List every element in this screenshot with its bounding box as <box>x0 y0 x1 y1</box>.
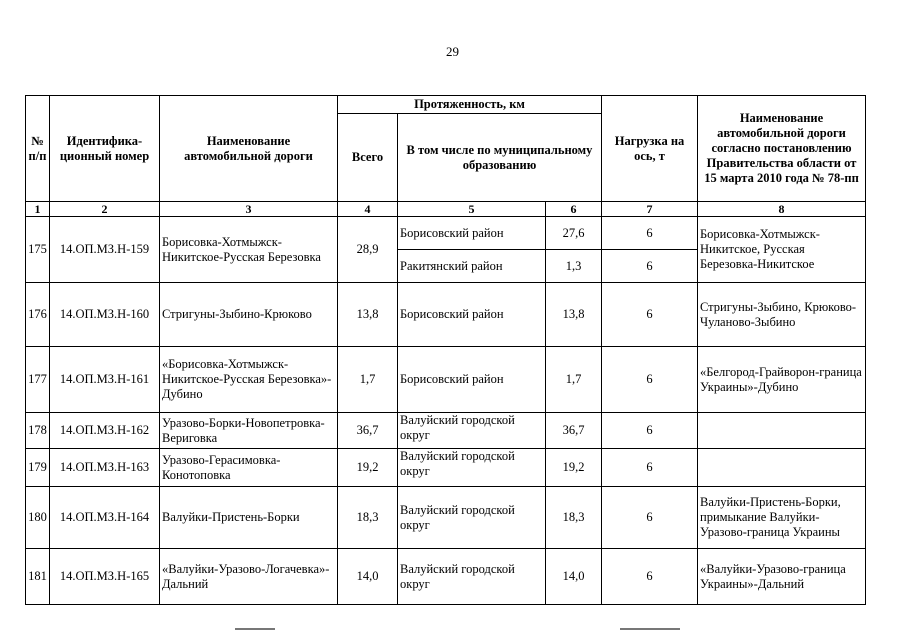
row-municipality: Валуйский городской округ <box>398 413 546 449</box>
table-row <box>26 487 866 549</box>
row-municipality: Ракитянский район <box>398 250 546 283</box>
row-total: 19,2 <box>338 449 398 487</box>
row-total: 18,3 <box>338 487 398 549</box>
row-municipality: Борисовский район <box>398 347 546 413</box>
header-total: Всего <box>338 114 398 202</box>
row-name: «Борисовка-Хотмыжск-Никитское-Русская Березовка»-Дубино <box>160 347 338 413</box>
row-no: 181 <box>26 549 50 605</box>
row-decree-name: Валуйки-Пристень-Борки, примыкание Валуйки-Уразово-граница Украины <box>698 487 866 549</box>
row-id: 14.ОП.МЗ.Н-164 <box>50 487 160 549</box>
row-load: 6 <box>602 283 698 347</box>
row-length: 13,8 <box>546 283 602 347</box>
header-length: Протяженность, км <box>338 96 602 114</box>
row-no: 179 <box>26 449 50 487</box>
column-number: 3 <box>160 202 338 217</box>
row-municipality: Валуйский городской округ <box>398 449 546 487</box>
column-number: 5 <box>398 202 546 217</box>
column-number: 2 <box>50 202 160 217</box>
row-load: 6 <box>602 250 698 283</box>
row-decree-name: «Валуйки-Уразово-граница Украины»-Дальний <box>698 549 866 605</box>
column-number: 8 <box>698 202 866 217</box>
header-by-municipality: В том числе по муниципальному образованию <box>398 114 602 202</box>
scan-edge-mark <box>235 628 275 630</box>
row-municipality: Валуйский городской округ <box>398 549 546 605</box>
row-total: 1,7 <box>338 347 398 413</box>
row-length: 19,2 <box>546 449 602 487</box>
row-no: 175 <box>26 217 50 283</box>
row-no: 177 <box>26 347 50 413</box>
row-name: «Валуйки-Уразово-Логачевка»-Дальний <box>160 549 338 605</box>
column-number: 4 <box>338 202 398 217</box>
row-decree-name: Стригуны-Зыбино, Крюково-Чуланово-Зыбино <box>698 283 866 347</box>
roads-table <box>25 95 866 605</box>
row-id: 14.ОП.МЗ.Н-159 <box>50 217 160 283</box>
table-row <box>26 283 866 347</box>
table-row <box>26 347 866 413</box>
row-id: 14.ОП.МЗ.Н-163 <box>50 449 160 487</box>
row-name: Борисовка-Хотмыжск-Никитское-Русская Березовка <box>160 217 338 283</box>
row-total: 28,9 <box>338 217 398 283</box>
row-name: Уразово-Борки-Новопетровка-Вериговка <box>160 413 338 449</box>
row-no: 178 <box>26 413 50 449</box>
row-length: 18,3 <box>546 487 602 549</box>
row-length: 27,6 <box>546 217 602 250</box>
table-row <box>26 549 866 605</box>
table-row <box>26 449 866 487</box>
row-total: 36,7 <box>338 413 398 449</box>
row-id: 14.ОП.МЗ.Н-165 <box>50 549 160 605</box>
row-load: 6 <box>602 217 698 250</box>
row-load: 6 <box>602 487 698 549</box>
row-no: 176 <box>26 283 50 347</box>
row-name: Стригуны-Зыбино-Крюково <box>160 283 338 347</box>
column-number: 7 <box>602 202 698 217</box>
header-decree-name: Наименование автомобильной дороги согласно постановлению Правительства области от 15 марта 2010 года № 78-пп <box>698 96 866 202</box>
row-load: 6 <box>602 449 698 487</box>
row-municipality: Валуйский городской округ <box>398 487 546 549</box>
header-axle-load: Нагрузка на ось, т <box>602 96 698 202</box>
row-decree-name <box>698 413 866 449</box>
header-name: Наименование автомобильной дороги <box>160 96 338 202</box>
row-id: 14.ОП.МЗ.Н-160 <box>50 283 160 347</box>
header-no: № п/п <box>26 96 50 202</box>
row-municipality: Борисовский район <box>398 283 546 347</box>
page-number: 29 <box>446 44 459 59</box>
row-load: 6 <box>602 549 698 605</box>
row-length: 36,7 <box>546 413 602 449</box>
row-id: 14.ОП.МЗ.Н-162 <box>50 413 160 449</box>
row-length: 1,7 <box>546 347 602 413</box>
row-load: 6 <box>602 413 698 449</box>
row-id: 14.ОП.МЗ.Н-161 <box>50 347 160 413</box>
row-decree-name: Борисовка-Хотмыжск-Никитское, Русская Березовка-Никитское <box>698 217 866 283</box>
row-name: Валуйки-Пристень-Борки <box>160 487 338 549</box>
table-row <box>26 217 866 250</box>
row-municipality: Борисовский район <box>398 217 546 250</box>
row-length: 14,0 <box>546 549 602 605</box>
row-name: Уразово-Герасимовка-Конотоповка <box>160 449 338 487</box>
row-decree-name <box>698 449 866 487</box>
row-total: 13,8 <box>338 283 398 347</box>
header-id: Идентифика-ционный номер <box>50 96 160 202</box>
row-total: 14,0 <box>338 549 398 605</box>
row-no: 180 <box>26 487 50 549</box>
table-row <box>26 413 866 449</box>
scan-edge-mark <box>620 628 680 630</box>
row-load: 6 <box>602 347 698 413</box>
row-decree-name: «Белгород-Грайворон-граница Украины»-Дубино <box>698 347 866 413</box>
column-number: 1 <box>26 202 50 217</box>
row-length: 1,3 <box>546 250 602 283</box>
column-number: 6 <box>546 202 602 217</box>
